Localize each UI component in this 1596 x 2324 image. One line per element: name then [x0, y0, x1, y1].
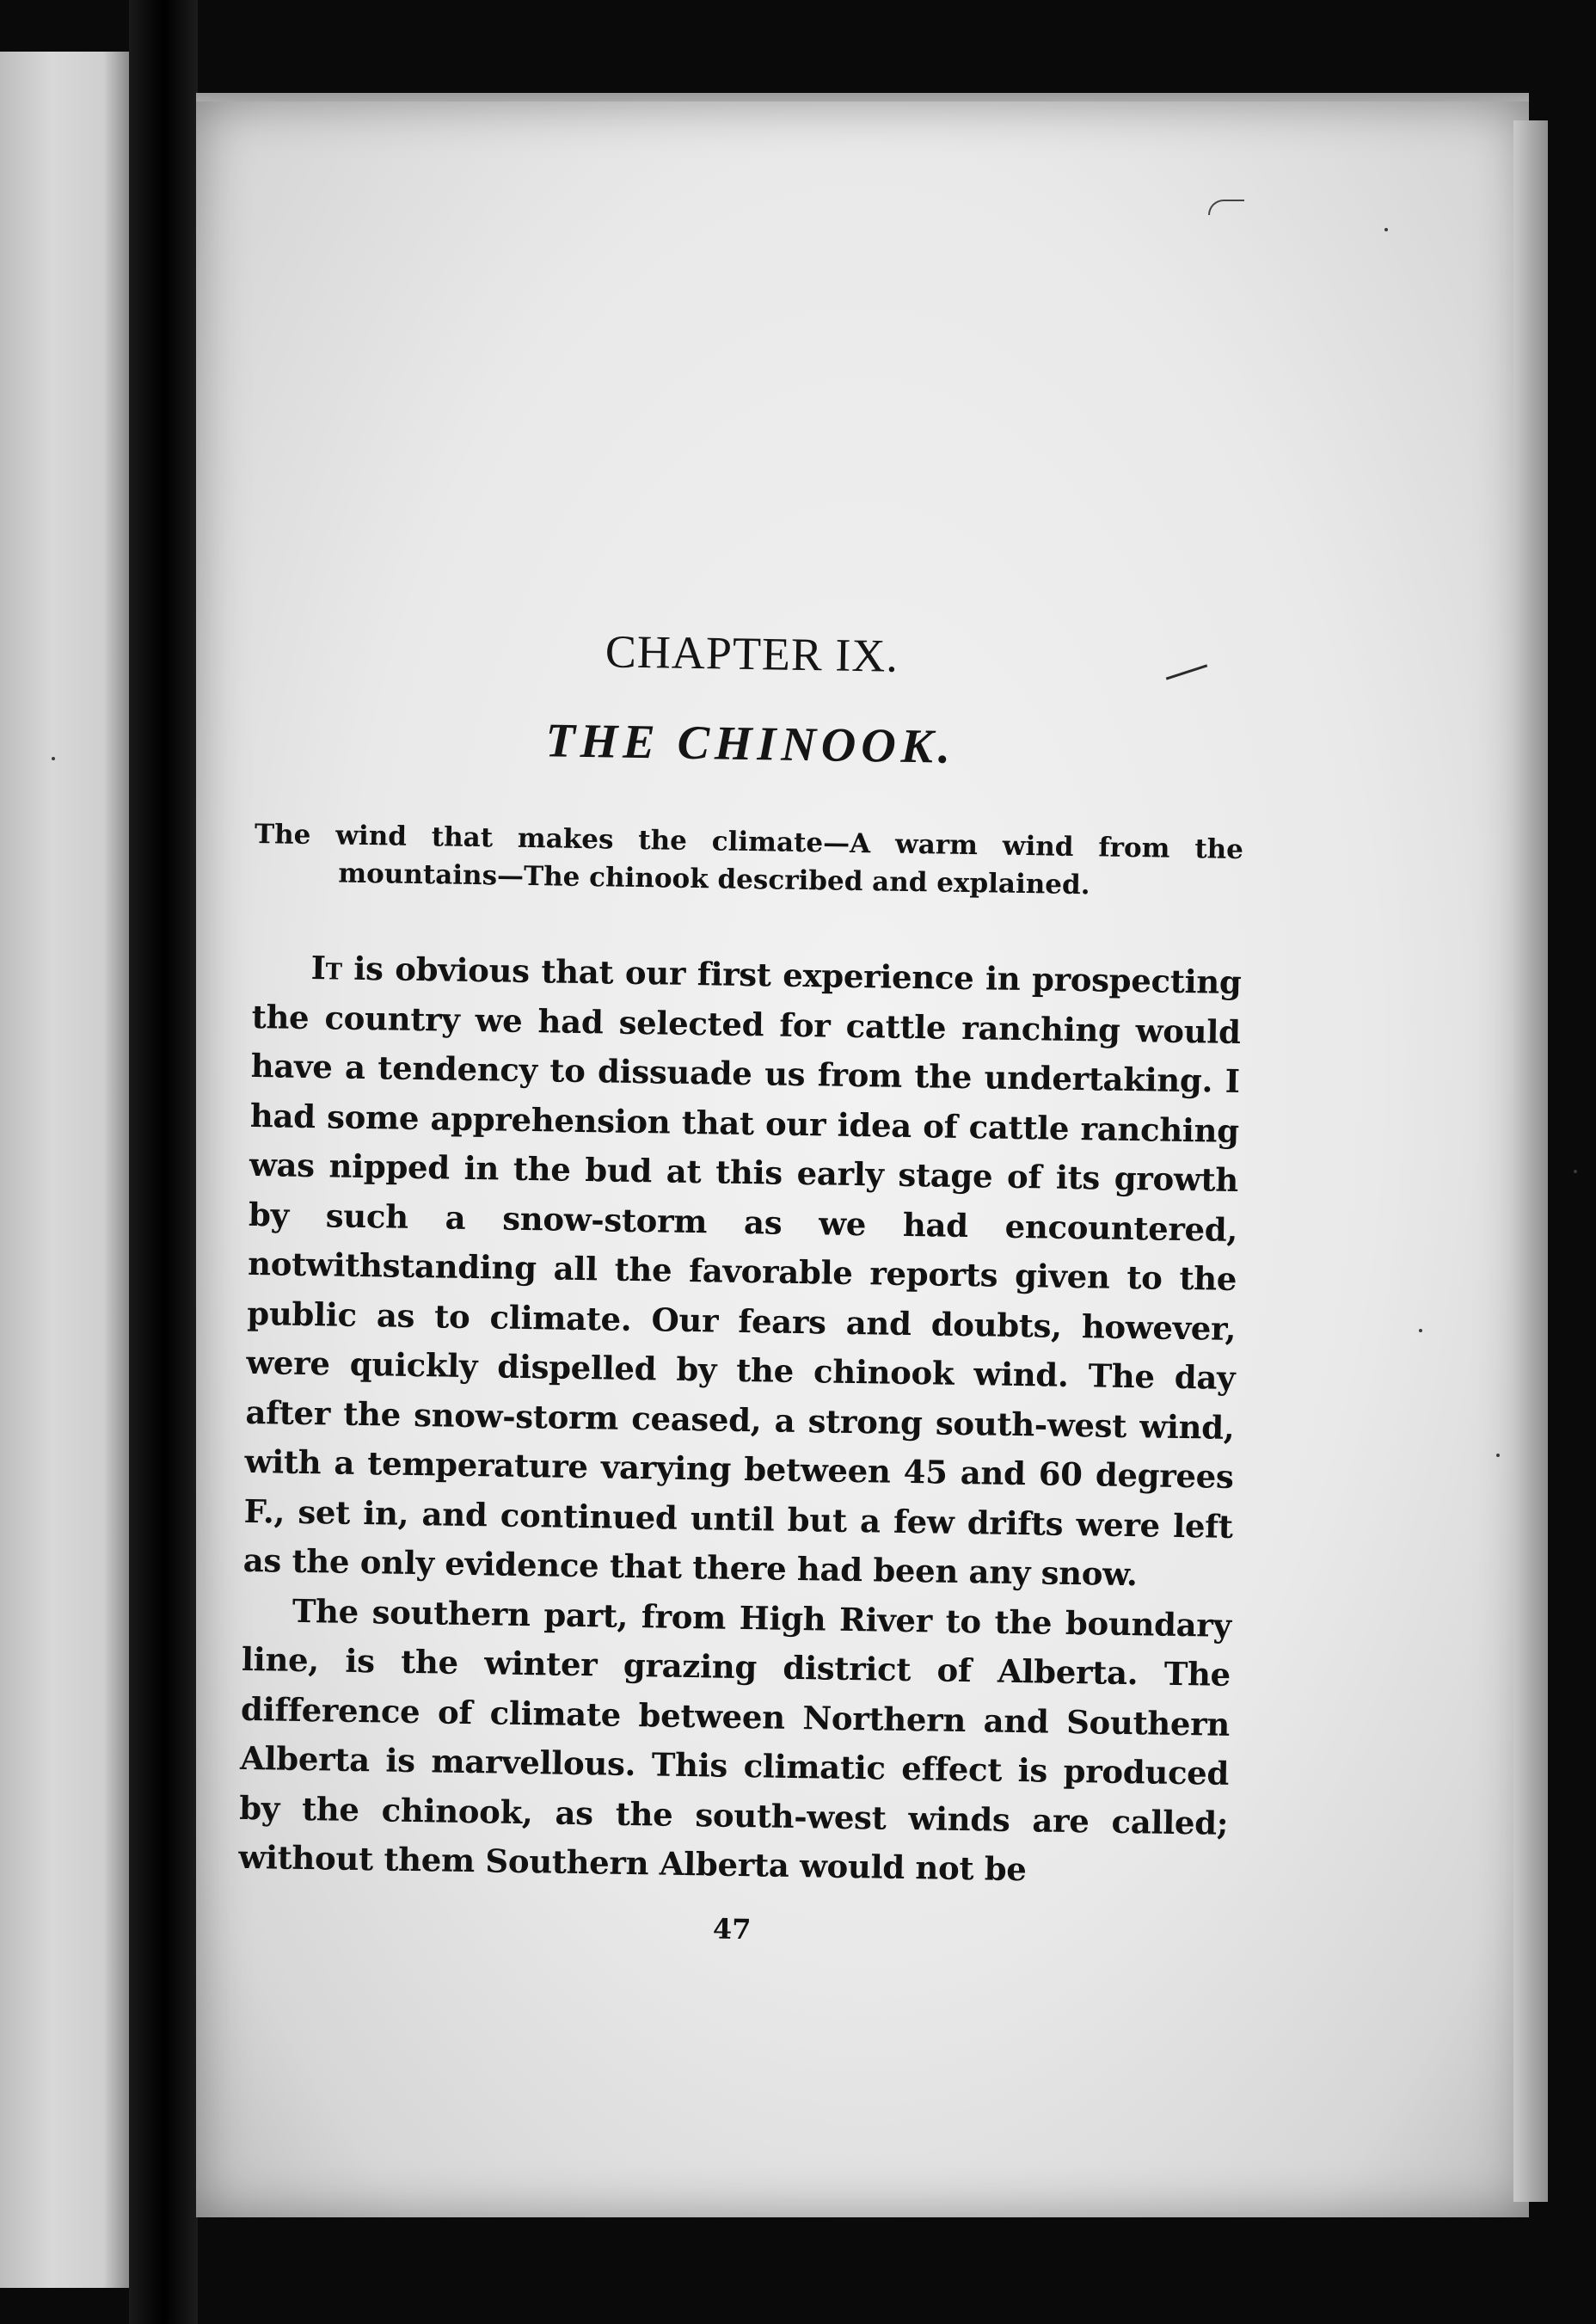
paragraph-1: [242, 943, 1242, 1601]
paragraph-1-lead: It: [310, 949, 343, 987]
scan-mark: [1208, 200, 1244, 215]
paragraph-2: [238, 1585, 1231, 1897]
facing-page-edge: [0, 52, 129, 2288]
scan-speck: [1574, 1170, 1577, 1173]
paragraph-1-body: is obvious that our first experience in prospecting the country we had selected for cattle ranching would have a tendency to dissuade us from the undertaking. I had some apprehension that our idea of cattle ranching was nipped in the bud at this early stage of its growth by such a snow-storm as we had encountered, notwithstanding all the favorable reports given to the public as to climate. Our fears and doubts, however, were quickly dispelled by the chinook wind. The day after the snow-storm ceased, a strong south-west wind, with a temperature varying between 45 and 60 degrees F., set in, and continued until but a few drifts were left as the only evidence that there had been any snow.: [242, 949, 1242, 1594]
page-number: 47: [712, 1911, 752, 1946]
page-right-edge: [1513, 120, 1548, 2202]
chapter-title: THE CHINOOK.: [545, 714, 956, 774]
chapter-synopsis: The wind that makes the climate—A warm wind from the mountains—The chinook described and explained.: [254, 818, 1244, 901]
scan-speck: [1419, 1329, 1422, 1332]
chapter-heading: CHAPTER IX.: [605, 625, 899, 682]
page-text-block: [237, 619, 1247, 1952]
scan-speck: [1496, 1454, 1500, 1457]
scan-speck: [52, 757, 55, 760]
book-gutter: [129, 0, 198, 2324]
scan-speck: [1384, 228, 1388, 231]
paragraph-2-text: The southern part, from High River to the boundary line, is the winter grazing district of Alberta. The difference of climate between Northern and Southern Alberta is marvellous. This climatic effect is produced by the chinook, as the south-west winds are called; without them Southern Alberta would not be: [238, 1591, 1232, 1889]
